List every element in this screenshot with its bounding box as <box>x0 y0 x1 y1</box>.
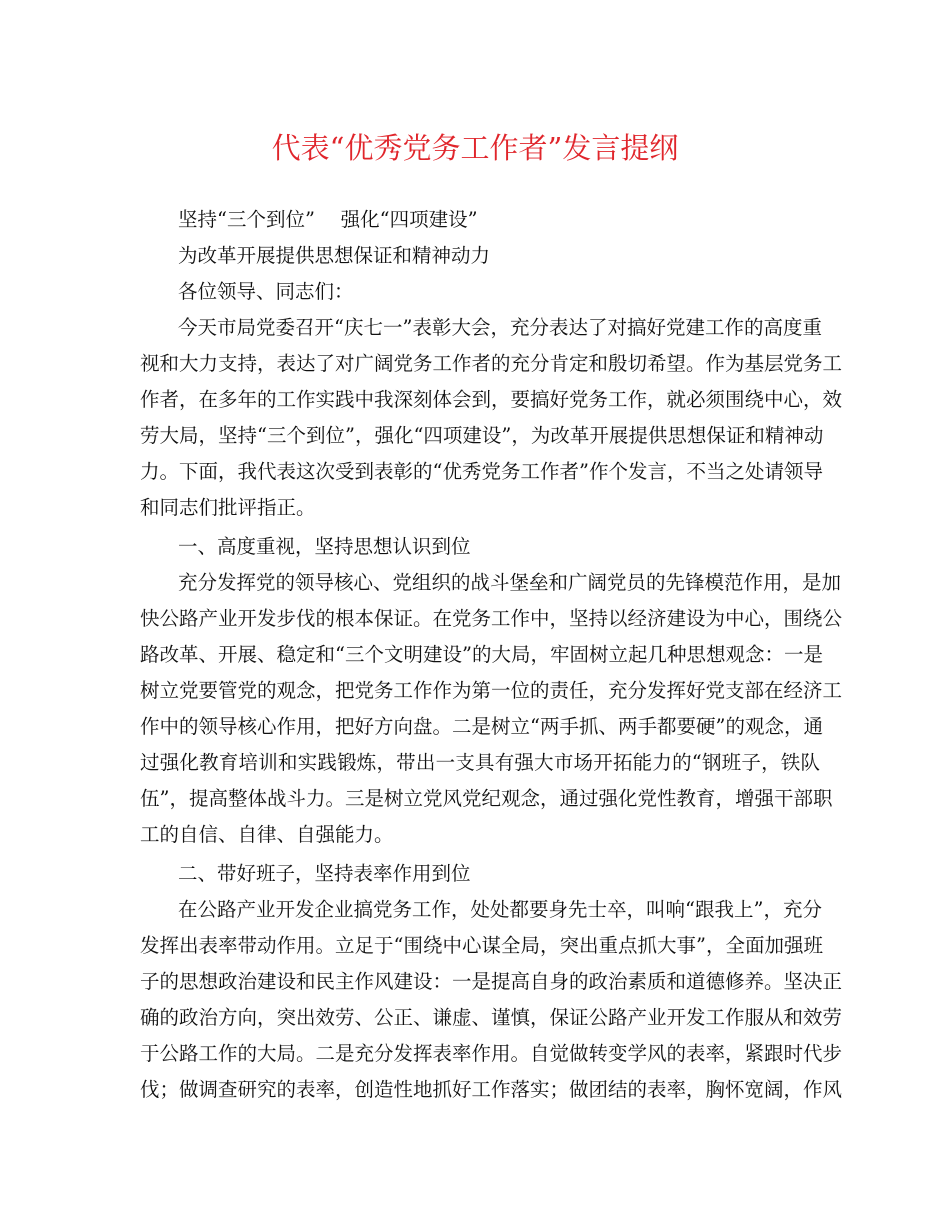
text-line: 一、高度重视，坚持思想认识到位 <box>178 535 471 558</box>
salutation-line <box>140 274 820 310</box>
text-line: 树立党要管党的观念，把党务工作作为第一位的责任，充分发挥好党支部在经济工 <box>140 679 843 702</box>
text-line: 在公路产业开发企业搞党务工作，处处都要身先士卒，叫响“跟我上”，充分 <box>178 898 822 921</box>
subtitle-line <box>140 238 820 274</box>
text-line: 快公路产业开发步伐的根本保证。在党务工作中，坚持以经济建设为中心，围绕公 <box>140 607 843 630</box>
text-line: 充分发挥党的领导核心、党组织的战斗堡垒和广阔党员的先锋模范作用，是加 <box>178 571 842 594</box>
text-line: 各位领导、同志们： <box>178 280 354 303</box>
text-line: 力。下面，我代表这次受到表彰的“优秀党务工作者”作个发言，不当之处请领导 <box>140 460 823 483</box>
text-line: 伍”，提高整体战斗力。三是树立党风党纪观念，通过强化党性教育，增强干部职 <box>140 787 833 810</box>
text-line: 二、带好班子，坚持表率作用到位 <box>178 862 471 885</box>
document-body <box>140 202 843 1108</box>
text-line: 视和大力支持，表达了对广阔党务工作者的充分肯定和殷切希望。作为基层党务工 <box>140 352 843 375</box>
text-line: 于公路工作的大局。二是充分发挥表率作用。自觉做转变学风的表率，紧跟时代步 <box>140 1042 843 1065</box>
section-heading <box>140 529 820 565</box>
text-line: 确的政治方向，突出效劳、公正、谦虚、谨慎，保证公路产业开发工作服从和效劳 <box>140 1006 843 1029</box>
text-line: 坚持“三个到位” 强化“四项建设” <box>178 208 478 231</box>
text-line: 和同志们批评指正。 <box>140 496 316 519</box>
text-line: 路改革、开展、稳定和“三个文明建设”的大局，牢固树立起几种思想观念：一是 <box>140 643 823 666</box>
text-line: 发挥出表率带动作用。立足于“围绕中心谋全局，突出重点抓大事”，全面加强班 <box>140 934 823 957</box>
text-line: 子的思想政治建设和民主作风建设：一是提高自身的政治素质和道德修养。坚决正 <box>140 970 843 993</box>
text-line: 过强化教育培训和实践锻炼，带出一支具有强大市场开拓能力的“钢班子，铁队 <box>140 751 820 774</box>
text-line: 作中的领导核心作用，把好方向盘。二是树立“两手抓、两手都要硬”的观念，通 <box>140 715 823 738</box>
text-line: 今天市局党委召开“庆七一”表彰大会，充分表达了对搞好党建工作的高度重 <box>178 316 822 339</box>
text-line: 为改革开展提供思想保证和精神动力 <box>178 244 491 267</box>
body-paragraph <box>140 565 843 853</box>
body-paragraph <box>140 310 843 526</box>
subtitle-line <box>140 202 820 238</box>
text-line: 工的自信、自律、自强能力。 <box>140 823 394 846</box>
document-title: 代表“优秀党务工作者”发言提纲 <box>271 131 679 165</box>
section-heading <box>140 856 820 892</box>
text-line: 作者，在多年的工作实践中我深刻体会到，要搞好党务工作，就必须围绕中心，效 <box>140 388 843 411</box>
text-line: 劳大局，坚持“三个到位”，强化“四项建设”，为改革开展提供思想保证和精神动 <box>140 424 824 447</box>
text-line: 伐；做调查研究的表率，创造性地抓好工作落实；做团结的表率，胸怀宽阔，作风 <box>140 1078 843 1101</box>
body-paragraph <box>140 892 843 1108</box>
